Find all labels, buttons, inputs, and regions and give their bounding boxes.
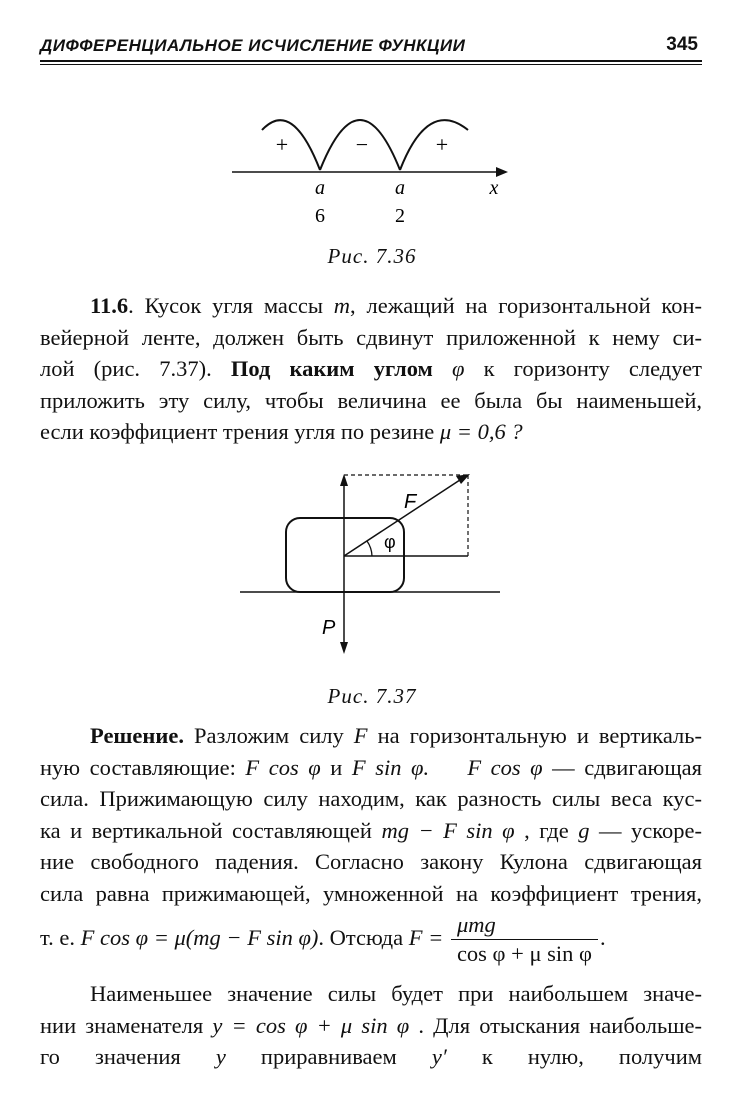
subscript-2: 2 bbox=[395, 205, 405, 227]
running-title: ДИФФЕРЕНЦИАЛЬНОЕ ИСЧИСЛЕНИЕ ФУНКЦИИ bbox=[40, 36, 466, 55]
problem-number: 11.6 bbox=[90, 293, 129, 318]
problem-line-2: вейерной ленте, должен быть сдвинут приложенной к нему си- bbox=[40, 324, 702, 350]
curve-left-arch bbox=[262, 120, 320, 170]
figure-7-37-caption: Рис. 7.37 bbox=[327, 684, 417, 708]
problem-line-5: если коэффициент трения угля по резине μ = 0,6 ? bbox=[40, 419, 523, 444]
vertical-arrow-up bbox=[340, 474, 348, 486]
problem-11-6 bbox=[40, 290, 702, 448]
solution-paragraph bbox=[40, 720, 702, 969]
weight-label: P bbox=[322, 617, 336, 639]
problem-line-3: лой (рис. 7.37). Под каким углом φ к горизонту следует bbox=[40, 356, 702, 381]
force-fraction bbox=[451, 911, 598, 968]
point-label-a2: a bbox=[395, 177, 405, 199]
header-rule-thin bbox=[40, 64, 702, 65]
subscript-6: 6 bbox=[315, 205, 325, 227]
solution-label: Решение. bbox=[90, 723, 184, 748]
final-line-2: нии знаменателя y = cos φ + μ sin φ . Для отыскания наибольше- bbox=[40, 1012, 703, 1038]
angle-label: φ bbox=[384, 532, 396, 552]
problem-question: Под каким углом bbox=[230, 356, 433, 381]
figure-7-37 bbox=[0, 462, 744, 662]
sign-plus-right: + bbox=[435, 132, 449, 157]
problem-line-4: приложить эту силу, чтобы величина ее была бы наименьшей, bbox=[40, 387, 702, 413]
running-header bbox=[40, 36, 702, 60]
page-number: 345 bbox=[666, 34, 698, 55]
weight-arrow-down bbox=[340, 642, 348, 654]
solution-line-4: ка и вертикальной составляющей mg − F sin φ , где g — ускоре- bbox=[40, 817, 702, 843]
fraction-denominator: cos φ + μ sin φ bbox=[456, 941, 593, 967]
final-line-1: Наименьшее значение силы будет при наибольшем значе- bbox=[90, 981, 702, 1006]
solution-line-7: т. е. F cos φ = μ(mg − F sin φ). Отсюда F = $\frac{\text{μmg}}{\text{cos φ + μ sin φ}}$ . bbox=[40, 912, 606, 967]
solution-line-5: ние свободного падения. Согласно закону Кулона сдвигающая bbox=[40, 849, 702, 874]
problem-line-1: 11.6. Кусок угля массы m, лежащий на горизонтальной кон- bbox=[90, 293, 703, 318]
x-axis-arrow bbox=[496, 167, 508, 177]
sign-minus: − bbox=[355, 132, 369, 157]
sign-plus-left: + bbox=[275, 132, 289, 157]
axis-label-x: x bbox=[489, 177, 499, 199]
solution-line-3: сила. Прижимающую силу находим, как разность силы веса кус- bbox=[40, 786, 702, 811]
figure-7-36-caption: Рис. 7.36 bbox=[327, 244, 417, 268]
final-paragraph bbox=[40, 978, 702, 1073]
angle-arc bbox=[367, 541, 372, 556]
header-rule bbox=[40, 60, 702, 62]
fraction-numerator: μmg bbox=[451, 911, 598, 940]
force-label: F bbox=[404, 491, 417, 513]
point-label-a6: a bbox=[315, 177, 325, 199]
solution-line-2: ную составляющие: F cos φ и F sin φ. F cos φ — сдвигающая bbox=[40, 754, 703, 780]
solution-line-6: сила равна прижимающей, умноженной на коэффициент трения, bbox=[40, 880, 702, 906]
final-line-3: го значения y приравниваем y′ к нулю, получим bbox=[40, 1044, 702, 1069]
curve-right-arch bbox=[400, 120, 468, 170]
solution-line-1: Решение. Разложим силу F на горизонтальную и вертикаль- bbox=[90, 723, 702, 748]
